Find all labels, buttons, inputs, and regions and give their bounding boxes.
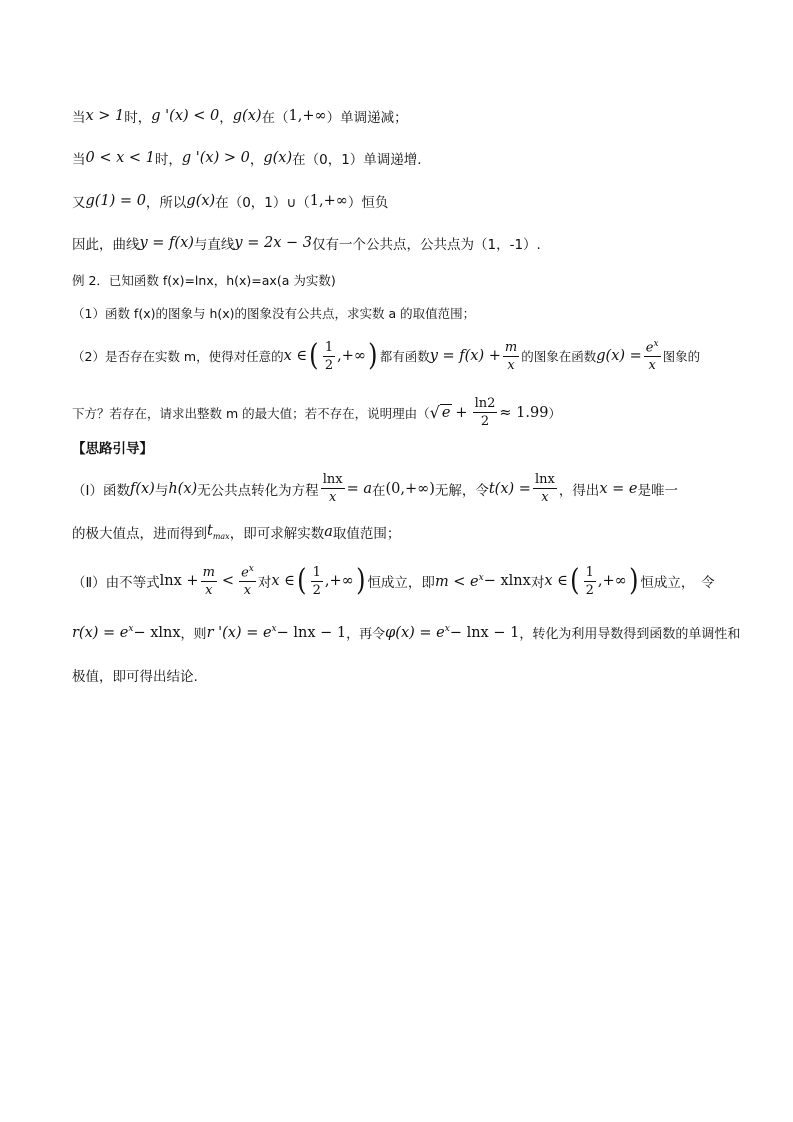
left-paren-icon: ( <box>309 338 319 374</box>
exponent: x <box>653 339 659 349</box>
text: ） <box>548 405 561 421</box>
text: ， <box>249 152 264 168</box>
math: a <box>324 524 333 540</box>
math <box>72 624 133 641</box>
text: ）恒负 <box>347 195 389 211</box>
numerator: lnx <box>322 472 343 487</box>
text: ，得出 <box>558 482 600 499</box>
math: ≈ 1.99 <box>499 404 549 421</box>
text: 是唯一 <box>637 482 678 499</box>
numerator: ln2 <box>474 396 496 411</box>
math: g '(x) < 0 <box>151 108 220 124</box>
left-paren-icon: ( <box>297 563 307 599</box>
text: 时， <box>154 152 182 168</box>
math <box>385 624 450 641</box>
question-2-line-2 <box>72 397 732 428</box>
fraction <box>473 397 498 428</box>
text: 在（ <box>261 110 289 126</box>
text: 都有函数 <box>379 349 430 365</box>
text: 的图象在函数 <box>521 349 597 365</box>
base: r(x) = e <box>72 624 129 641</box>
line-1 <box>72 106 732 126</box>
text: ，再令 <box>346 627 386 642</box>
exponent: x <box>271 624 277 635</box>
fraction <box>533 473 557 504</box>
text: ，则 <box>180 627 207 642</box>
fraction <box>239 565 256 597</box>
text: 恒成立， 令 <box>640 575 715 592</box>
question-2-line-1 <box>72 340 732 372</box>
math: x ∈ <box>271 573 295 590</box>
line-4 <box>72 233 732 253</box>
math: 1,+∞ <box>309 193 348 209</box>
text: 对 <box>257 575 272 592</box>
math: − lnx − 1 <box>449 624 520 641</box>
section-heading <box>72 437 732 457</box>
text: （Ⅰ）函数 <box>72 482 130 499</box>
right-paren-icon: ) <box>628 563 639 599</box>
denominator: x <box>243 583 252 599</box>
math: 0 < x < 1 <box>85 150 155 166</box>
math: − lnx − 1 <box>276 624 347 641</box>
right-paren-icon: ) <box>355 563 366 599</box>
math: − xlnx <box>483 573 531 590</box>
text: 又 <box>72 195 86 211</box>
operator: < <box>221 573 235 590</box>
exponent: x <box>478 572 484 583</box>
math: = a <box>346 480 372 497</box>
math: t(x) = <box>488 480 531 497</box>
text: 时， <box>124 110 152 126</box>
hint-2-line-3 <box>72 665 732 685</box>
text: 因此，曲线 <box>72 237 140 253</box>
base: e <box>645 340 654 356</box>
line-3 <box>72 191 732 211</box>
math: x > 1 <box>85 108 125 124</box>
math: g '(x) > 0 <box>181 150 250 166</box>
text: ，所以 <box>145 195 187 211</box>
math: f(x) <box>129 480 155 497</box>
text: 无公共点转化为方程 <box>197 482 319 499</box>
denominator: 2 <box>324 357 334 373</box>
denominator: 2 <box>585 582 594 598</box>
text: （Ⅱ）由不等式 <box>72 575 160 592</box>
math: lnx + <box>159 573 199 590</box>
math: ,+∞ <box>337 348 366 365</box>
math <box>207 523 230 541</box>
denominator: x <box>507 357 515 373</box>
hint-1-line-1 <box>72 473 732 504</box>
radicand: e <box>441 405 451 421</box>
base: m < e <box>434 573 479 590</box>
text: 极值，即可得出结论. <box>72 669 198 685</box>
text: 下方？若存在，请求出整数 m 的最大值；若不存在，说明理由（ <box>72 405 430 421</box>
numerator: m <box>202 564 215 580</box>
hint-1-line-2 <box>72 522 732 542</box>
text: （2）是否存在实数 m，使得对任意的 <box>72 349 284 365</box>
math: g(x) = <box>596 348 642 365</box>
math: x ∈ <box>283 348 308 365</box>
symbol: t <box>207 523 213 540</box>
math: h(x) <box>168 480 198 497</box>
numerator: 1 <box>585 564 594 580</box>
math: 1,+∞ <box>288 108 327 124</box>
numerator: 1 <box>312 564 321 580</box>
text: ）单调递减； <box>326 110 408 126</box>
math: (0,+∞) <box>385 480 435 497</box>
math: x = e <box>599 480 638 497</box>
fraction <box>644 340 661 372</box>
text: ， <box>219 110 233 126</box>
exponent: x <box>128 624 134 635</box>
fraction <box>584 566 596 597</box>
denominator: x <box>541 490 549 505</box>
text: ，即可求解实数 <box>229 526 325 542</box>
math: ,+∞ <box>597 573 627 590</box>
base: φ(x) = e <box>385 624 445 641</box>
hint-2-line-2 <box>72 623 741 642</box>
text: 例 2．已知函数 f(x)=lnx，h(x)=ax(a 为实数) <box>72 273 336 288</box>
text: 恒成立，即 <box>367 575 435 592</box>
denominator: 2 <box>312 582 321 598</box>
text: 与直线 <box>193 237 235 253</box>
text: 仅有一个公共点，公共点为（1，-1）. <box>311 237 541 253</box>
math: g(x) <box>263 150 293 166</box>
math: ,+∞ <box>324 573 354 590</box>
fraction <box>323 341 335 372</box>
denominator: 2 <box>480 414 490 429</box>
denominator: x <box>205 582 213 598</box>
numerator <box>644 340 661 357</box>
fraction <box>503 341 519 372</box>
text: ，转化为利用导数得到函数的单调性和 <box>519 627 741 642</box>
question-1 <box>72 304 732 322</box>
example-2-title <box>72 271 732 289</box>
right-paren-icon: ) <box>368 338 378 374</box>
fraction <box>201 566 217 597</box>
math: g(x) <box>186 193 216 209</box>
sqrt-icon: √ <box>429 403 440 422</box>
text: 对 <box>530 575 545 592</box>
numerator <box>239 565 256 582</box>
exponent: x <box>444 624 450 635</box>
numerator: lnx <box>534 472 555 487</box>
text: 图象的 <box>662 349 701 365</box>
base: e <box>241 565 249 581</box>
numerator: 1 <box>324 339 334 355</box>
text: 无解，令 <box>434 482 489 499</box>
text: 在 <box>371 482 386 499</box>
subscript: max <box>212 531 230 541</box>
text: 当 <box>72 110 86 126</box>
text: 在（0，1）∪（ <box>215 195 310 211</box>
math <box>207 624 277 641</box>
left-paren-icon: ( <box>570 563 580 599</box>
math: − xlnx <box>133 624 181 641</box>
line-2 <box>72 148 732 168</box>
math: y = f(x) <box>139 235 194 251</box>
math: y = f(x) + <box>429 348 501 365</box>
denominator: x <box>328 490 337 505</box>
fraction <box>321 473 345 504</box>
text: 取值范围； <box>332 526 401 542</box>
text: 当 <box>72 152 86 168</box>
operator: + <box>455 404 468 421</box>
math: g(x) <box>232 108 262 124</box>
math: x ∈ <box>544 573 568 590</box>
text: 的极大值点，进而得到 <box>72 526 207 542</box>
denominator: x <box>648 358 656 374</box>
text: 【思路引导】 <box>72 441 153 457</box>
base: r '(x) = e <box>206 624 272 641</box>
exponent: x <box>248 564 254 574</box>
math: y = 2x − 3 <box>234 235 312 251</box>
math: g(1) = 0 <box>85 193 146 209</box>
hint-2-line-1 <box>72 565 732 597</box>
fraction <box>311 566 323 597</box>
numerator: m <box>504 339 518 355</box>
text: （1）函数 f(x)的图象与 h(x)的图象没有公共点，求实数 a 的取值范围； <box>72 306 476 321</box>
text: 在（0，1）单调递增. <box>292 152 422 168</box>
math <box>435 573 484 590</box>
text: 与 <box>154 482 169 499</box>
